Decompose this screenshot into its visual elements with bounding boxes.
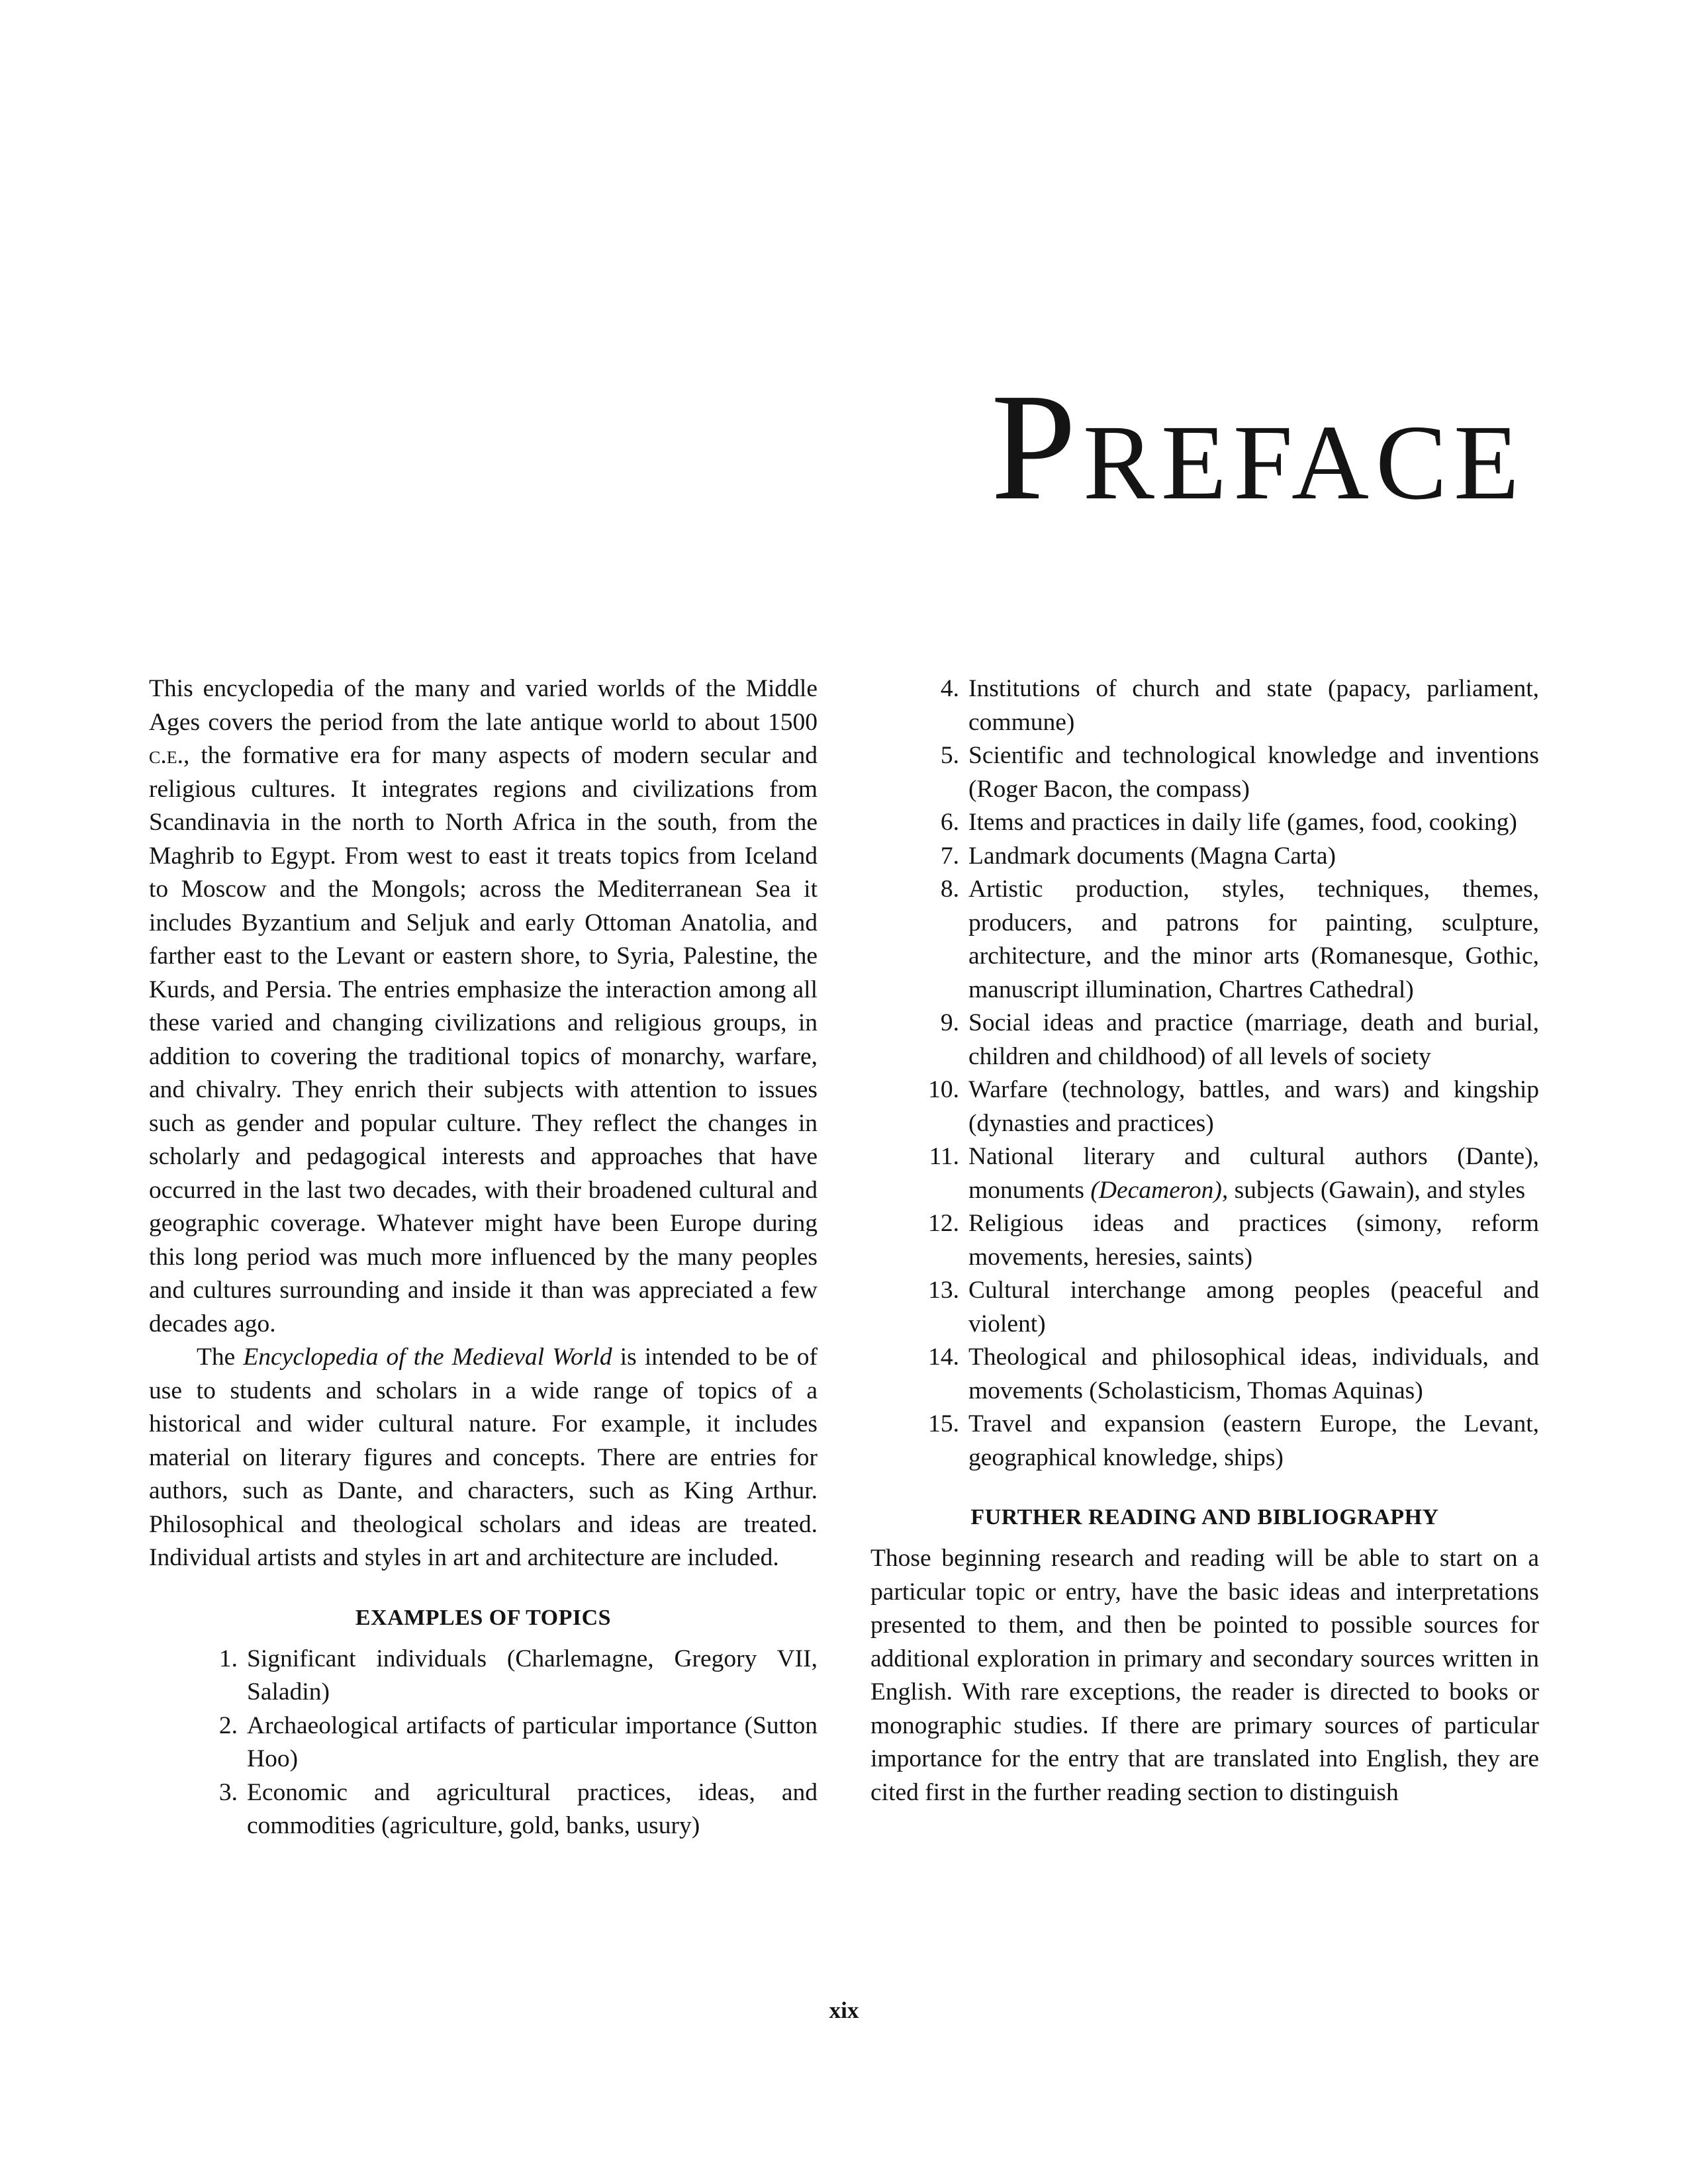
- topic-text-start: National literary and cultural authors (Dante), monuments: [968, 1143, 1539, 1204]
- topic-number: 13.: [928, 1277, 959, 1304]
- topic-number: 9.: [940, 1009, 959, 1036]
- topic-text: Institutions of church and state (papacy, parliament, commune): [968, 675, 1539, 736]
- topic-text: Religious ideas and practices (simony, reform movements, heresies, saints): [968, 1210, 1539, 1271]
- intro-paragraph-2: [149, 1341, 818, 1575]
- topic-item: [870, 1341, 1539, 1408]
- topic-number: 12.: [928, 1210, 959, 1237]
- topic-number: 14.: [928, 1343, 959, 1371]
- topic-item: [870, 1007, 1539, 1073]
- topic-item: [149, 1709, 818, 1776]
- intro-paragraph-1-start: This encyclopedia of the many and varied worlds of the Middle Ages covers the period from the late antique world to about 1500: [149, 675, 818, 736]
- topic-text: Travel and expansion (eastern Europe, the Levant, geographical knowledge, ships): [968, 1410, 1539, 1471]
- topic-number: 7.: [940, 842, 959, 870]
- topic-number: 6.: [940, 809, 959, 836]
- topic-text: Cultural interchange among peoples (peaceful and violent): [968, 1277, 1539, 1338]
- page-number: xix: [829, 1997, 859, 2023]
- topic-text: Theological and philosophical ideas, individuals, and movements (Scholasticism, Thomas Aquinas): [968, 1343, 1539, 1404]
- left-column: [149, 672, 818, 1843]
- intro-paragraph-1: [149, 672, 818, 1341]
- topic-number: 4.: [940, 675, 959, 702]
- topic-item: [870, 873, 1539, 1007]
- topic-number: 3.: [218, 1778, 238, 1806]
- topic-item: [870, 1140, 1539, 1207]
- further-reading-paragraph: Those beginning research and reading will be able to start on a particular topic or entry, have the basic ideas and interpretations presented to them, and then be pointed to possible sources for additional exploration in primary and secondary sources written in English. With rare exceptions, the reader is directed to books or monographic studies. If there are primary sources of particular importance for the entry that are translated into English, they are cited first in the further reading section to distinguish: [870, 1545, 1539, 1806]
- topic-number: 10.: [928, 1076, 959, 1103]
- decameron-title: (Decameron),: [1090, 1176, 1229, 1204]
- topic-text: Items and practices in daily life (games, food, cooking): [968, 809, 1517, 836]
- topic-text: Social ideas and practice (marriage, death and burial, children and childhood) of all levels of society: [968, 1009, 1539, 1070]
- intro-paragraph-2-rest: is intended to be of use to students and scholars in a wide range of topics of a historical and wider cultural nature. For example, it includes material on literary figures and concepts. There are entries for authors, such as Dante, and characters, such as King Arthur. Philosophical and theological scholars and ideas are treated. Individual artists and styles in art and architecture are included.: [149, 1343, 818, 1571]
- topic-number: 2.: [218, 1711, 238, 1739]
- further-reading-heading: FURTHER READING AND BIBLIOGRAPHY: [970, 1505, 1439, 1529]
- topic-number: 15.: [928, 1410, 959, 1437]
- encyclopedia-title: Encyclopedia of the Medieval World: [243, 1343, 612, 1371]
- topic-item: [870, 1408, 1539, 1475]
- topic-number: 5.: [940, 742, 959, 769]
- topic-text: Landmark documents (Magna Carta): [968, 842, 1336, 870]
- intro-paragraph-1-rest: , the formative era for many aspects of modern secular and religious cultures. It integrates regions and civilizations from Scandinavia in the north to North Africa in the south, from the Maghrib to Egypt. From west to east it treats topics from Iceland to Moscow and the Mongols; across the Mediterranean Sea it includes Byzantium and Seljuk and early Ottoman Anatolia, and farther east to the Levant or eastern shore, to Syria, Palestine, the Kurds, and Persia. The entries emphasize the interaction among all these varied and changing civilizations and religious groups, in addition to covering the traditional topics of monarchy, warfare, and chivalry. They enrich their subjects with attention to issues such as gender and popular culture. They reflect the changes in scholarly and pedagogical interests and approaches that have occurred in the last two decades, with their broadened cultural and geographic coverage. Whatever might have been Europe during this long period was much more influenced by the many peoples and cultures surrounding and inside it than was appreciated a few decades ago.: [149, 742, 818, 1338]
- topic-text: Artistic production, styles, techniques, themes, producers, and patrons for painting, sculpture, architecture, and the minor arts (Romanesque, Gothic, manuscript illumination, Chartres Cathedral): [968, 876, 1539, 1003]
- topic-item: [870, 1073, 1539, 1140]
- topic-number: 11.: [929, 1143, 959, 1170]
- topic-item: [149, 1776, 818, 1843]
- topics-list-part-2: [870, 672, 1539, 1475]
- topic-item: [870, 1274, 1539, 1341]
- topic-text: Significant individuals (Charlemagne, Gregory VII, Saladin): [247, 1645, 818, 1706]
- topic-item: [870, 840, 1539, 874]
- intro-paragraph-2-start: The: [197, 1343, 244, 1371]
- topic-text: Scientific and technological knowledge and inventions (Roger Bacon, the compass): [968, 742, 1539, 803]
- topic-text: Archaeological artifacts of particular importance (Sutton Hoo): [247, 1711, 818, 1772]
- topic-text-end: subjects (Gawain), and styles: [1228, 1176, 1526, 1204]
- topic-number: 1.: [218, 1645, 238, 1672]
- topic-text: Economic and agricultural practices, ideas, and commodities (agriculture, gold, banks, usury): [247, 1778, 818, 1839]
- topic-item: [870, 806, 1539, 840]
- era-abbreviation: c.e.: [149, 742, 183, 769]
- topic-text: [968, 1143, 1539, 1204]
- topic-number: 8.: [940, 876, 959, 903]
- topic-text: Warfare (technology, battles, and wars) and kingship (dynasties and practices): [968, 1076, 1539, 1137]
- topic-item: [870, 672, 1539, 739]
- topics-list-part-1: [149, 1643, 818, 1843]
- topics-heading: EXAMPLES OF TOPICS: [355, 1605, 612, 1630]
- topic-item: [870, 739, 1539, 806]
- topic-item: [870, 1207, 1539, 1274]
- topic-item: [149, 1643, 818, 1709]
- right-column: [870, 672, 1539, 1809]
- page-title: Preface: [990, 362, 1526, 532]
